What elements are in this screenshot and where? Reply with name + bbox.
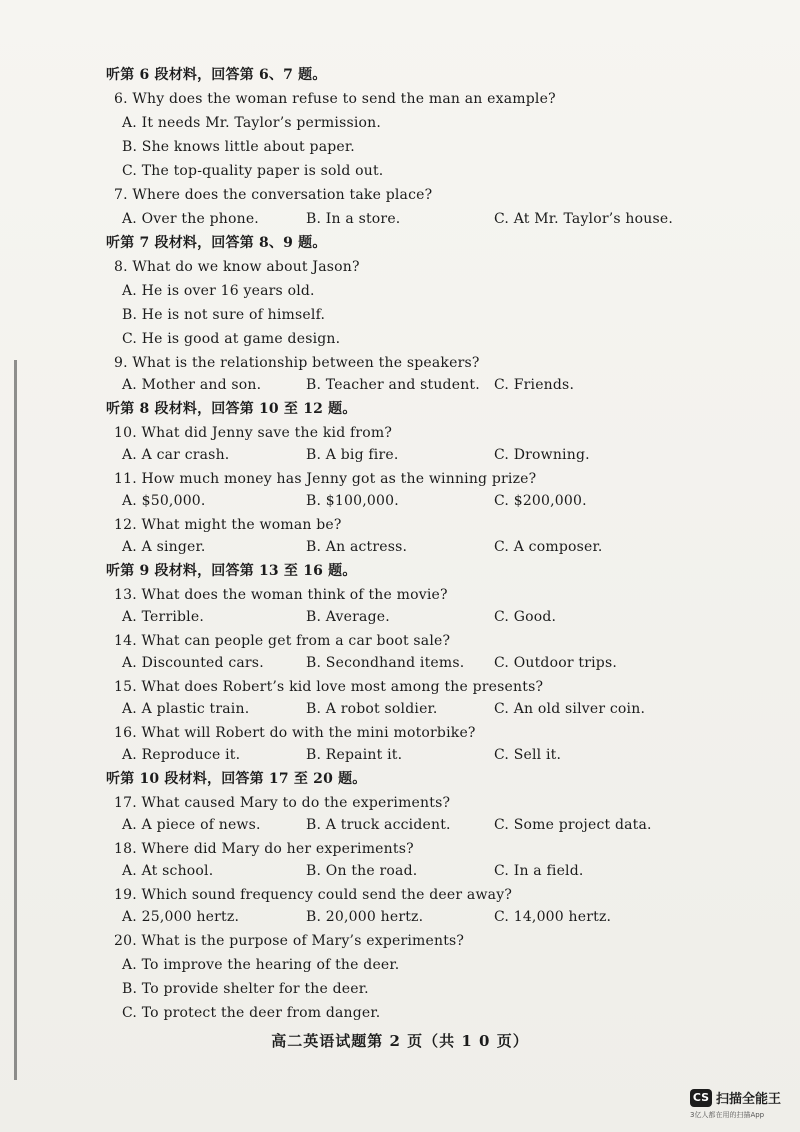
answer-option: C. An old silver coin. [494, 701, 646, 717]
answer-option: B. A big fire. [306, 447, 399, 463]
answer-option: C. Drowning. [494, 447, 590, 463]
answer-option: C. A composer. [494, 539, 603, 555]
answer-option: A. Discounted cars. [122, 655, 264, 671]
answer-option: C. 14,000 hertz. [494, 909, 612, 925]
answer-option: A. Over the phone. [122, 211, 259, 227]
answer-option: B. Teacher and student. [306, 377, 480, 393]
answer-option: B. Repaint it. [306, 747, 403, 763]
answer-option: C. Outdoor trips. [494, 655, 617, 671]
answer-option: C. In a field. [494, 863, 584, 879]
answer-option: A. A piece of news. [122, 817, 261, 833]
answer-option: C. Sell it. [494, 747, 562, 763]
answer-option: A. He is over 16 years old. [122, 283, 315, 299]
question-text: 17. What caused Mary to do the experiments? [114, 795, 451, 811]
answer-option: A. A car crash. [122, 447, 230, 463]
question-text: 18. Where did Mary do her experiments? [114, 841, 414, 857]
question-text: 6. Why does the woman refuse to send the man an example? [114, 91, 556, 107]
question-text: 11. How much money has Jenny got as the winning prize? [114, 471, 537, 487]
section-heading: 听第 8 段材料，回答第 10 至 12 题。 [106, 401, 357, 417]
answer-option: A. A singer. [122, 539, 206, 555]
watermark-subtitle: 3亿人都在用的扫描App [690, 1111, 765, 1119]
answer-option: B. $100,000. [306, 493, 399, 509]
answer-option: C. Good. [494, 609, 557, 625]
answer-option: A. At school. [122, 863, 214, 879]
answer-option: A. Terrible. [122, 609, 204, 625]
answer-option: B. To provide shelter for the deer. [122, 981, 369, 997]
answer-option: B. An actress. [306, 539, 408, 555]
section-heading: 听第 7 段材料，回答第 8、9 题。 [106, 235, 327, 251]
answer-option: C. To protect the deer from danger. [122, 1005, 381, 1021]
watermark-title: 扫描全能王 [716, 1092, 782, 1107]
answer-option: A. 25,000 hertz. [122, 909, 240, 925]
answer-option: B. He is not sure of himself. [122, 307, 326, 323]
answer-option: C. Some project data. [494, 817, 652, 833]
section-heading: 听第 6 段材料，回答第 6、7 题。 [106, 67, 327, 83]
question-text: 12. What might the woman be? [114, 517, 342, 533]
answer-option: A. It needs Mr. Taylor’s permission. [122, 115, 382, 131]
answer-option: B. Secondhand items. [306, 655, 465, 671]
answer-option: A. To improve the hearing of the deer. [122, 957, 400, 973]
answer-option: B. Average. [306, 609, 390, 625]
answer-option: B. She knows little about paper. [122, 139, 355, 155]
answer-option: C. He is good at game design. [122, 331, 341, 347]
answer-option: A. Mother and son. [122, 377, 262, 393]
answer-option: C. The top-quality paper is sold out. [122, 163, 384, 179]
question-text: 13. What does the woman think of the movie? [114, 587, 448, 603]
answer-option: B. 20,000 hertz. [306, 909, 424, 925]
answer-option: A. Reproduce it. [122, 747, 241, 763]
question-text: 10. What did Jenny save the kid from? [114, 425, 393, 441]
question-text: 8. What do we know about Jason? [114, 259, 360, 275]
question-text: 9. What is the relationship between the speakers? [114, 355, 480, 371]
answer-option: A. $50,000. [122, 493, 206, 509]
scanner-watermark [690, 1088, 781, 1107]
answer-option: A. A plastic train. [122, 701, 250, 717]
question-text: 19. Which sound frequency could send the deer away? [114, 887, 513, 903]
camscanner-logo-icon: CS [690, 1089, 712, 1107]
answer-option: B. On the road. [306, 863, 418, 879]
answer-option: C. $200,000. [494, 493, 587, 509]
answer-option: C. At Mr. Taylor’s house. [494, 211, 674, 227]
section-heading: 听第 10 段材料，回答第 17 至 20 题。 [106, 771, 367, 787]
answer-option: C. Friends. [494, 377, 575, 393]
answer-option: B. In a store. [306, 211, 401, 227]
scan-edge-shadow [14, 360, 17, 1080]
question-text: 16. What will Robert do with the mini motorbike? [114, 725, 476, 741]
page-footer: 高二英语试题第 2 页（共 1 0 页） [271, 1032, 529, 1050]
section-heading: 听第 9 段材料，回答第 13 至 16 题。 [106, 563, 357, 579]
question-text: 7. Where does the conversation take place? [114, 187, 433, 203]
question-text: 15. What does Robert’s kid love most among the presents? [114, 679, 544, 695]
answer-option: B. A truck accident. [306, 817, 451, 833]
answer-option: B. A robot soldier. [306, 701, 438, 717]
question-text: 20. What is the purpose of Mary’s experiments? [114, 933, 465, 949]
question-text: 14. What can people get from a car boot sale? [114, 633, 451, 649]
